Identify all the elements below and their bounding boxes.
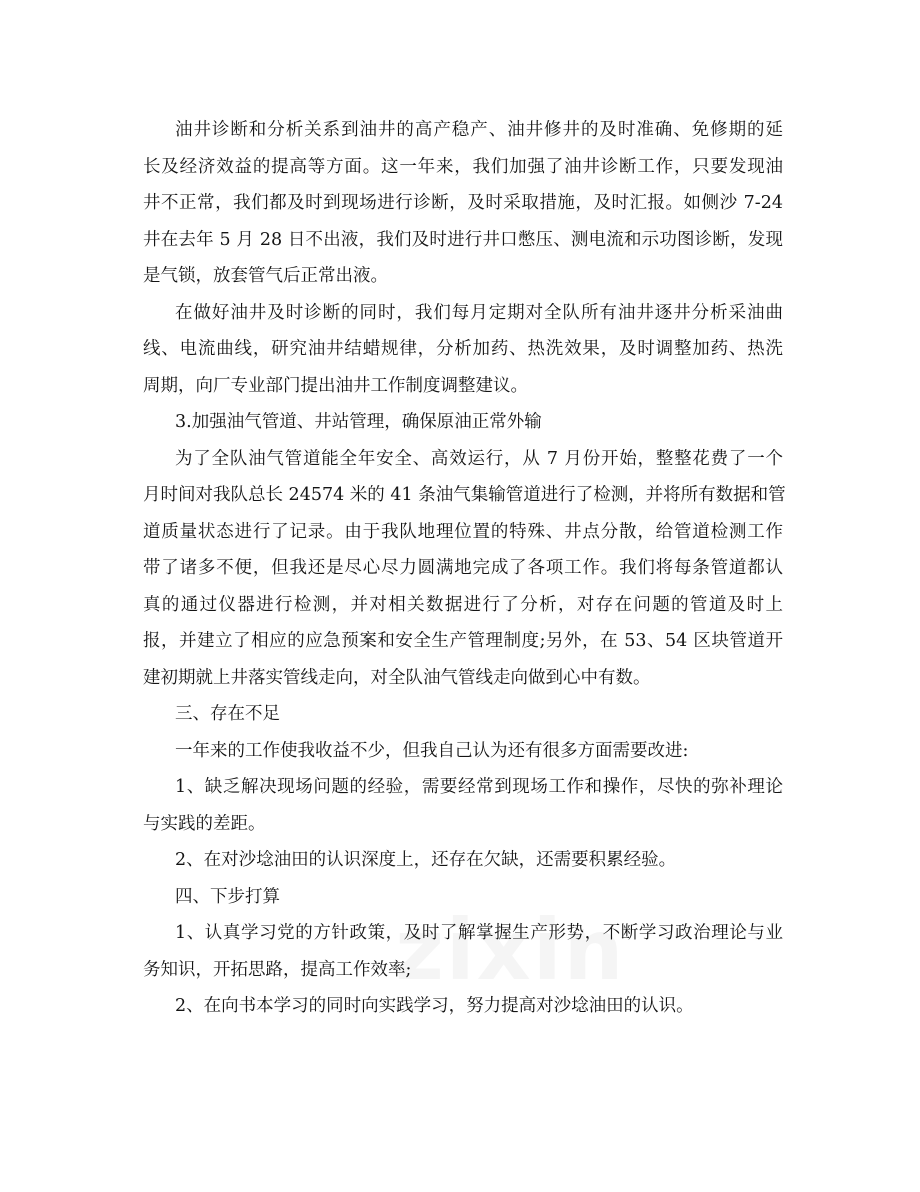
text-line: 真的通过仪器进行检测，并对相关数据进行了分析，对存在问题的管道及时上 xyxy=(143,594,783,615)
text-line: 3.加强油气管道、井站管理，确保原油正常外输 xyxy=(175,412,542,432)
text-line: 与实践的差距。 xyxy=(143,813,266,834)
text-line: 周期，向厂专业部门提出油井工作制度调整建议。 xyxy=(143,375,528,396)
text-line: 道质量状态进行了记录。由于我队地理位置的特殊、井点分散，给管道检测工作 xyxy=(143,521,783,542)
text-line: 为了全队油气管道能全年安全、高效运行，从 7 月份开始，整整花费了一个 xyxy=(175,448,783,469)
text-line: 三、存在不足 xyxy=(175,704,280,724)
list-item-shortcoming-2 xyxy=(143,842,783,879)
heading-shortcomings xyxy=(143,696,783,733)
text-line: 井在去年 5 月 28 日不出液，我们及时进行井口憋压、测电流和示功图诊断，发现 xyxy=(143,229,783,250)
paragraph-shortcomings-intro xyxy=(143,733,783,770)
paragraph-monthly-analysis xyxy=(143,295,783,405)
heading-pipeline-management xyxy=(143,404,783,441)
text-line: 一年来的工作使我收益不少，但我自己认为还有很多方面需要改进: xyxy=(175,740,689,761)
text-line: 1、缺乏解决现场问题的经验，需要经常到现场工作和操作，尽快的弥补理论 xyxy=(175,777,783,797)
text-line: 长及经济效益的提高等方面。这一年来，我们加强了油井诊断工作，只要发现油 xyxy=(143,156,783,177)
text-line: 线、电流曲线，研究油井结蜡规律，分析加药、热洗效果，及时调整加药、热洗 xyxy=(143,339,783,359)
text-line: 四、下步打算 xyxy=(175,886,280,907)
text-line: 井不正常，我们都及时到现场进行诊断，及时采取措施，及时汇报。如侧沙 7-24 xyxy=(143,193,783,213)
text-line: 带了诸多不便，但我还是尽心尽力圆满地完成了各项工作。我们将每条管道都认 xyxy=(143,558,783,578)
document-body xyxy=(143,112,786,1025)
text-line: 务知识，开拓思路，提高工作效率; xyxy=(143,959,412,980)
text-line: 2、在向书本学习的同时向实践学习，努力提高对沙埝油田的认识。 xyxy=(175,996,694,1016)
list-item-shortcoming-1 xyxy=(143,769,783,842)
paragraph-well-diagnosis xyxy=(143,112,783,295)
watermark xyxy=(395,900,615,1000)
text-line: 2、在对沙埝油田的认识深度上，还存在欠缺，还需要积累经验。 xyxy=(175,850,677,870)
text-line: 月时间对我队总长 24574 米的 41 条油气集输管道进行了检测，并将所有数据和管 xyxy=(143,485,786,505)
text-line: 是气锁，放套管气后正常出液。 xyxy=(143,266,388,286)
text-line: 1、认真学习党的方针政策，及时了解掌握生产形势，不断学习政治理论与业 xyxy=(175,923,783,943)
paragraph-pipeline-inspection xyxy=(143,441,786,697)
text-line: 报，并建立了相应的应急预案和安全生产管理制度;另外，在 53、54 区块管道开 xyxy=(143,631,783,651)
text-line: 在做好油井及时诊断的同时，我们每月定期对全队所有油井逐井分析采油曲 xyxy=(175,302,783,323)
text-line: 建初期就上井落实管线走向，对全队油气管线走向做到心中有数。 xyxy=(143,667,651,688)
text-line: 油井诊断和分析关系到油井的高产稳产、油井修井的及时准确、免修期的延 xyxy=(175,120,783,140)
